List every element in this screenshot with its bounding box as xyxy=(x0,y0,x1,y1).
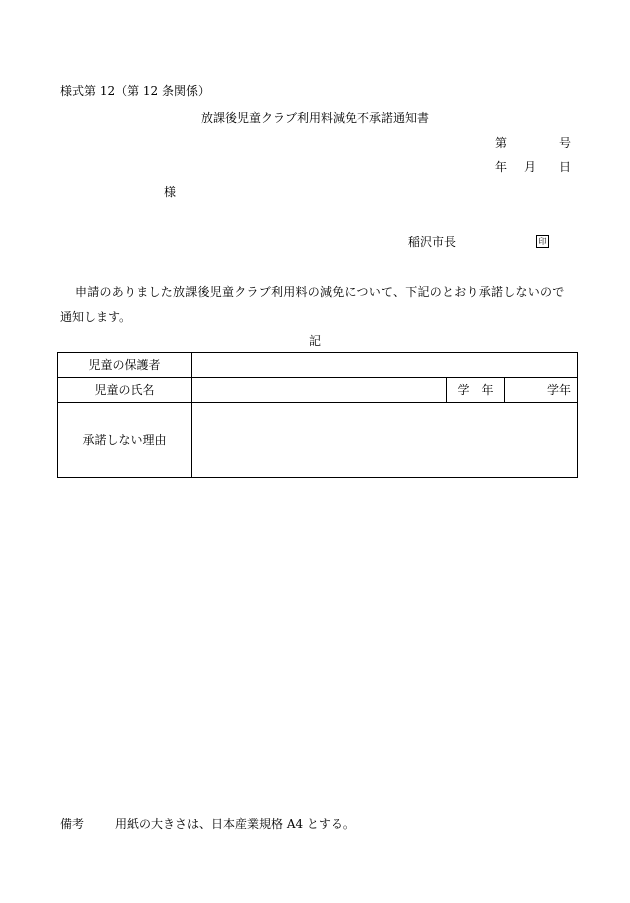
body-text-line-1: 申請のありました放課後児童クラブ利用料の減免について、下記のとおり承諾しないので xyxy=(75,285,565,299)
date-day-label: 日 xyxy=(559,160,572,174)
table-row-guardian xyxy=(58,353,578,378)
remark-label: 備考 xyxy=(60,817,85,831)
table-row-child-name xyxy=(58,378,578,403)
reason-label: 承諾しない理由 xyxy=(58,403,192,478)
document-title: 放課後児童クラブ利用料減免不承諾通知書 xyxy=(200,111,429,125)
reason-value-field[interactable] xyxy=(192,403,578,478)
number-suffix: 号 xyxy=(559,136,572,150)
date-year-label: 年 xyxy=(495,160,508,174)
addressee-honorific: 様 xyxy=(164,185,177,199)
ki-heading: 記 xyxy=(308,334,321,348)
number-prefix: 第 xyxy=(495,136,508,150)
issuer-name: 稲沢市長 xyxy=(408,235,457,249)
table-row-reason xyxy=(58,403,578,478)
date-month-label: 月 xyxy=(524,160,537,174)
child-name-value-field[interactable] xyxy=(192,378,447,403)
guardian-label: 児童の保護者 xyxy=(58,353,192,378)
remark-text: 用紙の大きさは、日本産業規格 A4 とする。 xyxy=(115,817,355,831)
guardian-value-field[interactable] xyxy=(192,353,578,378)
grade-value-field[interactable]: 学年 xyxy=(505,378,578,403)
seal-icon: 印 xyxy=(536,235,549,248)
grade-label: 学 年 xyxy=(447,378,505,403)
child-name-label: 児童の氏名 xyxy=(58,378,192,403)
detail-table xyxy=(57,352,578,478)
body-text-line-2: 通知します。 xyxy=(60,310,132,324)
form-number-label: 様式第 12（第 12 条関係） xyxy=(60,84,210,98)
